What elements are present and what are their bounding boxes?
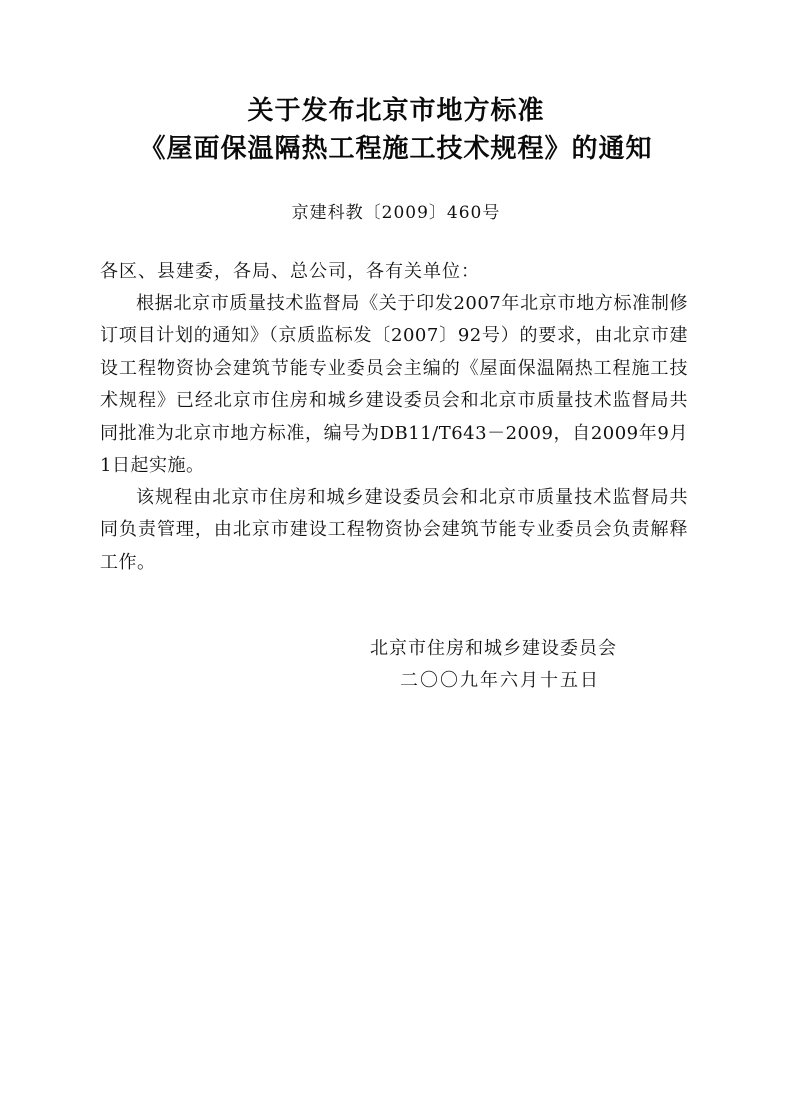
notice-title-line-1: 关于发布北京市地方标准 [247,96,545,126]
body-paragraph-2: 该规程由北京市住房和城乡建设委员会和北京市质量技术监督局共同负责管理，由北京市建设工程物资协会建筑节能专业委员会负责解释工作。 [100,487,688,573]
signature-date: 二〇〇九年六月十五日 [400,670,600,691]
notice-title-line-2: 《屋面保温隔热工程施工技术规程》的通知 [139,134,653,164]
salutation: 各区、县建委，各局、总公司，各有关单位： [100,261,480,282]
document-number: 京建科教〔2009〕460号 [291,203,501,223]
signature-organization: 北京市住房和城乡建设委员会 [370,638,617,659]
body-paragraph-1: 根据北京市质量技术监督局《关于印发2007年北京市地方标准制修订项目计划的通知》（京质监标发〔2007〕92号）的要求，由北京市建设工程物资协会建筑节能专业委员会主编的《屋面保温隔热工程施工技术规程》已经北京市住房和城乡建设委员会和北京市质量技术监督局共同批准为北京市地方标准，编号为DB11/T643－2009，自2009年9月1日起实施。 [100,293,688,477]
